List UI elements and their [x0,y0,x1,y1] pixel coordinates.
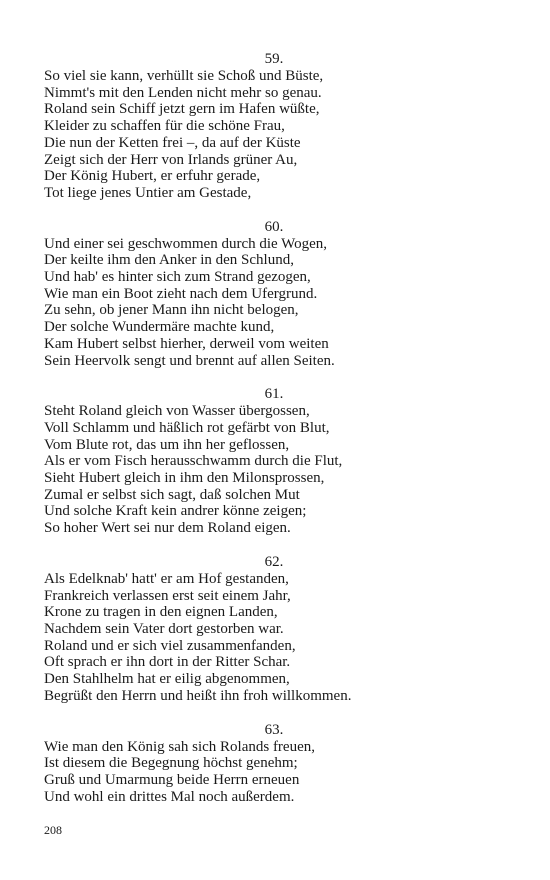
verse-line: Der keilte ihm den Anker in den Schlund, [44,252,294,269]
verse-line: Voll Schlamm und häßlich rot gefärbt von Blut, [44,419,330,436]
verse-line: Und einer sei geschwommen durch die Wogen, [44,235,328,252]
stanza-number: 62. [264,553,284,570]
verse-line: Und wohl ein drittes Mal noch außerdem. [44,788,295,805]
verse-line: Wie man ein Boot zieht nach dem Ufergrund. [44,285,318,302]
verse-line: Gruß und Umarmung beide Herrn erneuen [44,771,300,788]
stanza-number: 61. [264,386,284,403]
verse-line: Zeigt sich der Herr von Irlands grüner Au, [44,151,298,168]
verse-line: Zumal er selbst sich sagt, daß solchen Mut [44,486,300,503]
stanza-number: 63. [264,721,284,738]
stanza-59 [44,50,504,202]
verse-line: Oft sprach er ihn dort in der Ritter Schar. [44,654,291,671]
stanza-number: 60. [264,218,284,235]
verse-line: Roland und er sich viel zusammenfanden, [44,637,296,654]
verse-line: Sieht Hubert gleich in ihm den Milonsprossen, [44,470,325,487]
page-number: 208 [44,823,62,837]
stanza-60 [44,218,504,370]
verse-line: Sein Heervolk sengt und brennt auf allen Seiten. [44,352,335,369]
verse-line: Roland sein Schiff jetzt gern im Hafen wüßte, [44,101,320,118]
verse-line: So viel sie kann, verhüllt sie Schoß und Büste, [44,68,324,84]
stanza-61 [44,385,504,537]
poem-text [44,50,504,821]
verse-line: Frankreich verlassen erst seit einem Jahr, [44,587,291,604]
verse-line: Vom Blute rot, das um ihn her geflossen, [44,436,290,453]
verse-line: Und solche Kraft kein andrer könne zeigen; [44,503,307,520]
verse-line: Nimmt's mit den Lenden nicht mehr so genau. [44,84,322,101]
verse-line: Ist diesem die Begegnung höchst genehm; [44,755,298,772]
verse-line: Als er vom Fisch herausschwamm durch die Flut, [44,453,343,470]
verse-line: Begrüßt den Herrn und heißt ihn froh willkommen. [44,687,352,704]
verse-line: Steht Roland gleich von Wasser übergossen, [44,403,310,420]
verse-line: Zu sehn, ob jener Mann ihn nicht belogen, [44,302,299,319]
verse-line: Der solche Wundermäre machte kund, [44,319,275,336]
verse-line: Nachdem sein Vater dort gestorben war. [44,620,284,637]
verse-line: Den Stahlhelm hat er eilig abgenommen, [44,671,290,688]
verse-line: Und hab' es hinter sich zum Strand gezogen, [44,269,311,286]
verse-line: Tot liege jenes Untier am Gestade, [44,184,252,201]
verse-line: Der König Hubert, er erfuhr gerade, [44,168,261,185]
verse-line: Krone zu tragen in den eignen Landen, [44,604,278,621]
stanza-number: 59. [264,51,284,67]
verse-line: Die nun der Ketten frei –, da auf der Küste [44,134,301,151]
stanza-62 [44,553,504,705]
verse-line: Als Edelknab' hatt' er am Hof gestanden, [44,570,289,587]
verse-line: So hoher Wert sei nur dem Roland eigen. [44,520,291,537]
stanza-63 [44,721,504,806]
verse-line: Wie man den König sah sich Rolands freuen, [44,738,315,755]
verse-line: Kleider zu schaffen für die schöne Frau, [44,118,285,135]
verse-line: Kam Hubert selbst hierher, derweil vom weiten [44,335,329,352]
